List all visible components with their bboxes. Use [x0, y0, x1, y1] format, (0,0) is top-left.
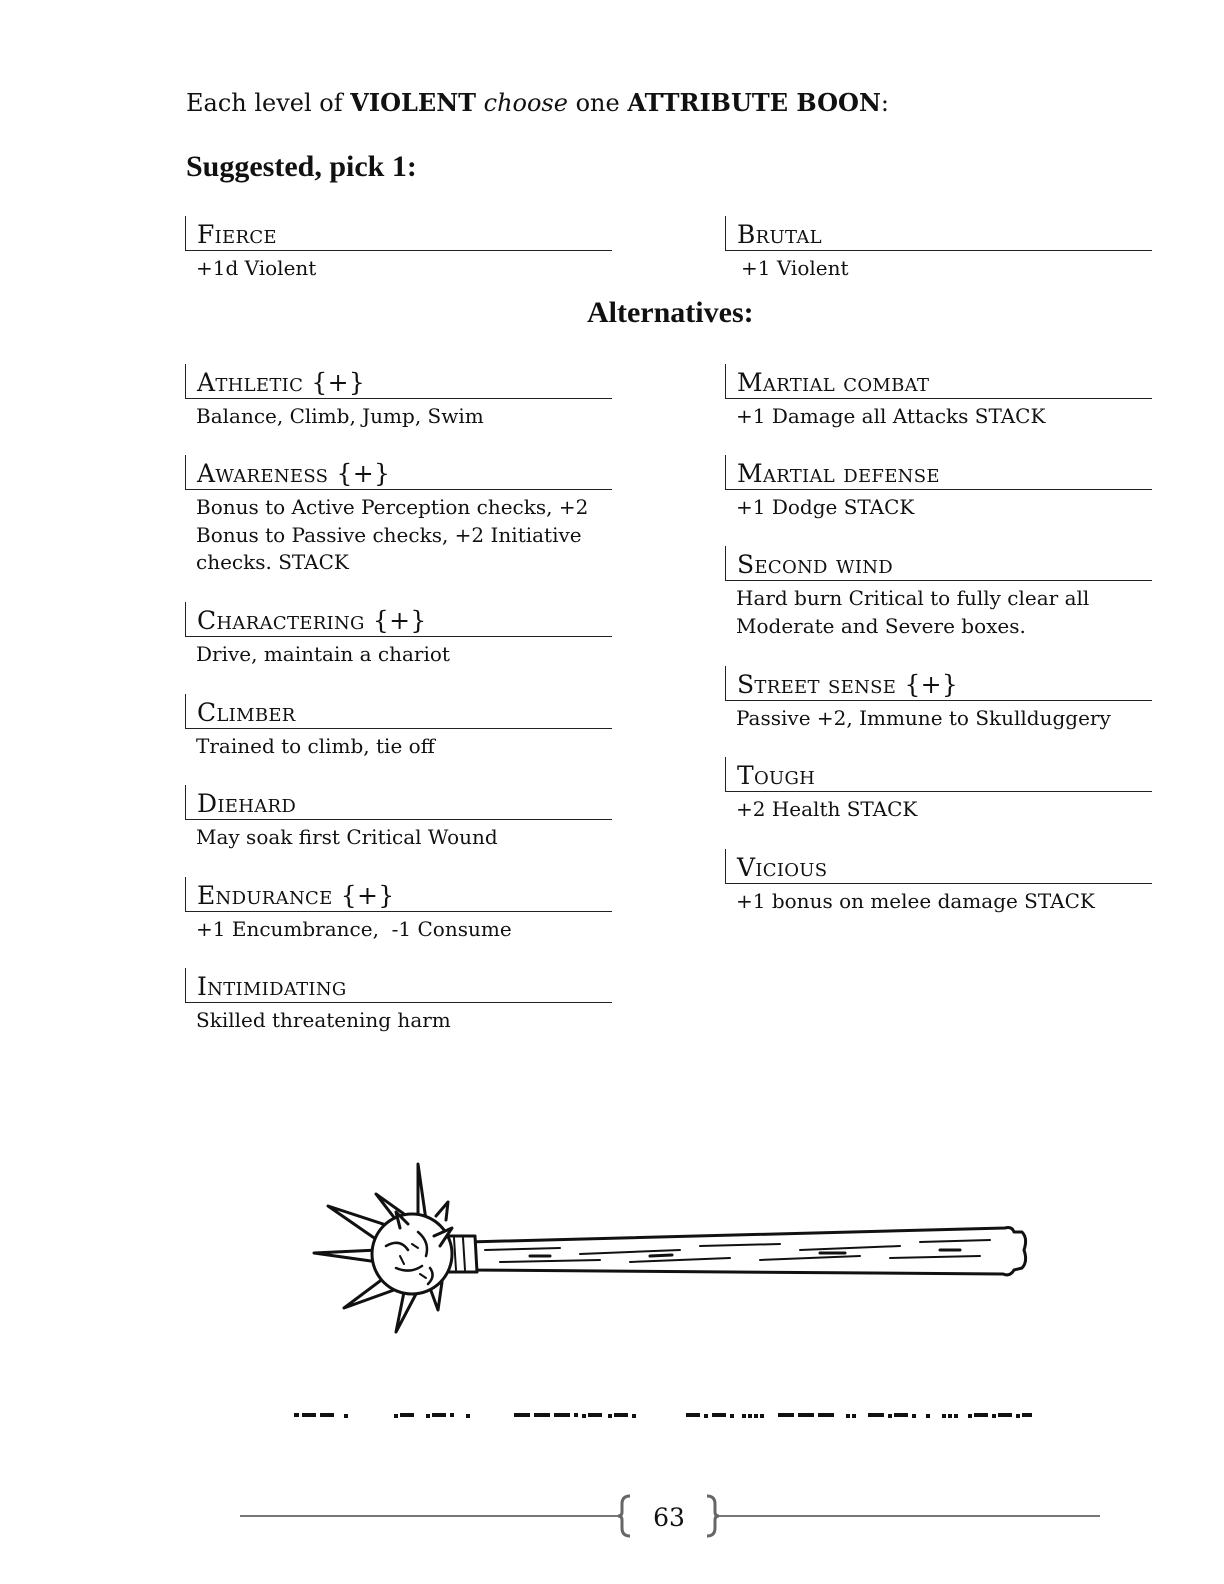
- boon-name: Brutal: [725, 216, 1152, 251]
- intro-choose: choose: [483, 89, 568, 117]
- boon-name: Intimidating: [185, 968, 612, 1003]
- boon-desc: +1 Encumbrance, -1 Consume: [196, 917, 512, 941]
- boon-desc: Drive, maintain a chariot: [196, 642, 450, 666]
- footer-rule-right: [718, 1515, 1100, 1517]
- boon-desc: +1 bonus on melee damage STACK: [736, 889, 1095, 913]
- decorative-dash-line: [292, 1408, 1034, 1422]
- boon-endurance: [185, 877, 612, 944]
- boon-name: Tough: [725, 757, 1152, 792]
- intro-colon: :: [880, 89, 889, 117]
- boon-name: Martial defense: [725, 455, 1152, 490]
- left-brace-icon: [617, 1494, 633, 1538]
- boon-desc: +1d Violent: [196, 256, 317, 280]
- boon-desc: Hard burn Critical to fully clear all Moderate and Severe boxes.: [736, 586, 1090, 638]
- spiked-mace-icon: [300, 1150, 1040, 1350]
- boon-street-sense: [725, 666, 1152, 733]
- intro-text: [186, 88, 889, 117]
- boon-awareness: [185, 455, 612, 577]
- boon-desc: +1 Damage all Attacks STACK: [736, 404, 1046, 428]
- intro-one: one: [567, 89, 628, 117]
- boon-desc: +1 Dodge STACK: [736, 495, 915, 519]
- boon-desc: +2 Health STACK: [736, 797, 918, 821]
- boon-tough: [725, 757, 1152, 824]
- page-number: 63: [653, 1503, 685, 1532]
- boon-name: Second wind: [725, 546, 1152, 581]
- intro-prefix: Each level of: [186, 89, 351, 117]
- boon-climber: [185, 694, 612, 761]
- boon-intimidating: [185, 968, 612, 1035]
- boon-martial-combat: [725, 364, 1152, 431]
- boon-vicious: [725, 849, 1152, 916]
- boon-desc: May soak first Critical Wound: [196, 825, 498, 849]
- boon-desc: Balance, Climb, Jump, Swim: [196, 404, 484, 428]
- boon-name: Fierce: [185, 216, 612, 251]
- boon-name: Athletic {+}: [185, 364, 612, 399]
- boon-name: Climber: [185, 694, 612, 729]
- boon-name: Vicious: [725, 849, 1152, 884]
- boon-charactering: [185, 602, 612, 669]
- intro-attribute-boon: ATTRIBUTE BOON: [627, 88, 881, 117]
- boon-name: Awareness {+}: [185, 455, 612, 490]
- boon-name: Charactering {+}: [185, 602, 612, 637]
- boon-desc: Bonus to Active Perception checks, +2 Bonus to Passive checks, +2 Initiative checks. STACK: [196, 495, 589, 574]
- footer-rule-left: [240, 1515, 620, 1517]
- boon-name: Street sense {+}: [725, 666, 1152, 701]
- boon-second-wind: [725, 546, 1152, 640]
- boon-name: Diehard: [185, 785, 612, 820]
- boon-athletic: [185, 364, 612, 431]
- boon-name: Endurance {+}: [185, 877, 612, 912]
- boon-name: Martial combat: [725, 364, 1152, 399]
- intro-violent: VIOLENT: [350, 88, 476, 117]
- right-brace-icon: [704, 1494, 720, 1538]
- suggested-heading: Suggested, pick 1:: [186, 150, 417, 183]
- boon-diehard: [185, 785, 612, 852]
- boon-desc: +1 Violent: [741, 256, 849, 280]
- boon-desc: Passive +2, Immune to Skullduggery: [736, 706, 1111, 730]
- boon-brutal: [725, 216, 1152, 283]
- alternatives-heading: Alternatives:: [587, 296, 754, 329]
- boon-desc: Skilled threatening harm: [196, 1008, 451, 1032]
- boon-martial-defense: [725, 455, 1152, 522]
- boon-desc: Trained to climb, tie off: [196, 734, 435, 758]
- boon-fierce: [185, 216, 612, 283]
